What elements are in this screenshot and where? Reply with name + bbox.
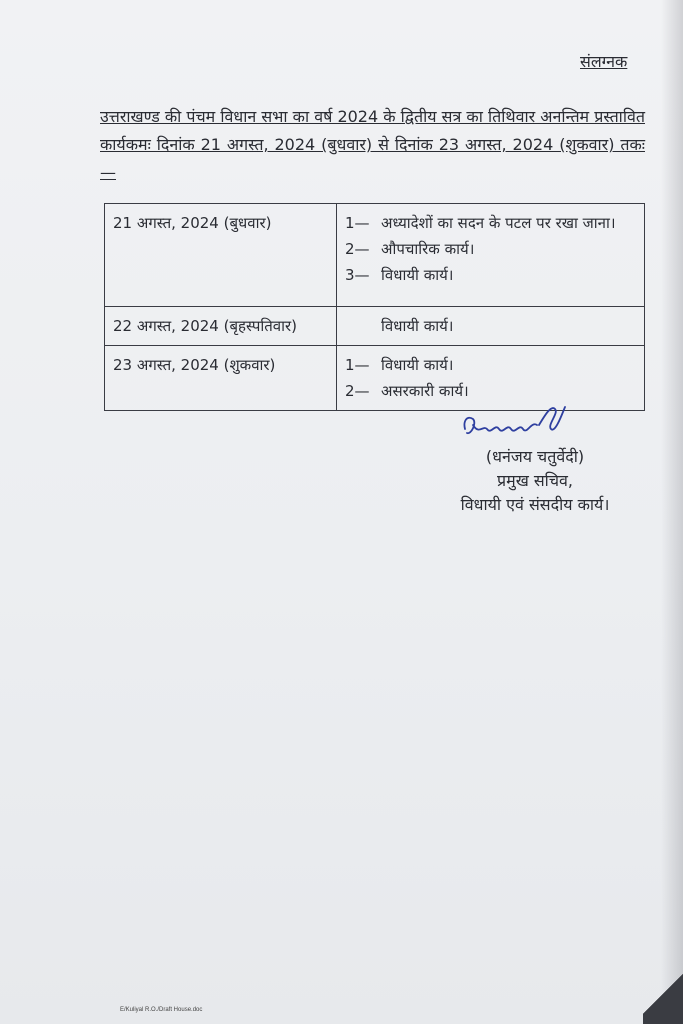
item-text: विधायी कार्य। xyxy=(381,356,454,374)
table-row xyxy=(105,204,645,307)
item-number xyxy=(345,313,381,339)
table-row xyxy=(105,307,645,346)
page-shadow xyxy=(661,0,683,1024)
item-number: 1— xyxy=(345,214,370,232)
agenda-item xyxy=(345,236,636,262)
item-text: विधायी कार्य। xyxy=(381,266,454,284)
agenda-item xyxy=(345,313,636,339)
item-text: असरकारी कार्य। xyxy=(381,382,469,400)
signatory-designation: प्रमुख सचिव, xyxy=(497,471,573,490)
signatory-block xyxy=(420,445,650,517)
agenda-item xyxy=(345,262,636,288)
agenda-cell xyxy=(337,204,645,307)
attachment-label: संलग्नक xyxy=(580,52,628,71)
item-text: विधायी कार्य। xyxy=(381,317,454,335)
agenda-cell xyxy=(337,307,645,346)
item-text: अध्यादेशों का सदन के पटल पर रखा जाना। xyxy=(381,214,616,232)
item-number: 1— xyxy=(345,356,370,374)
item-number: 2— xyxy=(345,382,370,400)
page-corner xyxy=(643,964,683,1024)
signatory-department: विधायी एवं संसदीय कार्य। xyxy=(460,495,610,514)
date-cell: 21 अगस्त, 2024 (बुधवार) xyxy=(105,204,337,307)
signatory-name: (धनंजय चतुर्वेदी) xyxy=(485,447,585,466)
item-text: औपचारिक कार्य। xyxy=(381,240,475,258)
document-heading: उत्तराखण्ड की पंचम विधान सभा का वर्ष 2024 के द्वितीय सत्र का तिथिवार अनन्तिम प्रस्तावित कार्यकमः दिनांक 21 अगस्त, 2024 (बुधवार) से दिनांक 23 अगस्त, 2024 (शुकवार) तकः— xyxy=(100,107,645,182)
signature-icon xyxy=(455,395,575,447)
file-path-footer: E/Kuliyal R.O./Draft House.doc xyxy=(120,1007,203,1013)
item-number: 2— xyxy=(345,240,370,258)
date-cell: 23 अगस्त, 2024 (शुकवार) xyxy=(105,346,337,411)
agenda-item xyxy=(345,210,636,236)
date-cell: 22 अगस्त, 2024 (बृहस्पतिवार) xyxy=(105,307,337,346)
schedule-table xyxy=(104,203,645,411)
agenda-item xyxy=(345,352,636,378)
item-number: 3— xyxy=(345,266,370,284)
handwritten-signature xyxy=(455,395,575,447)
